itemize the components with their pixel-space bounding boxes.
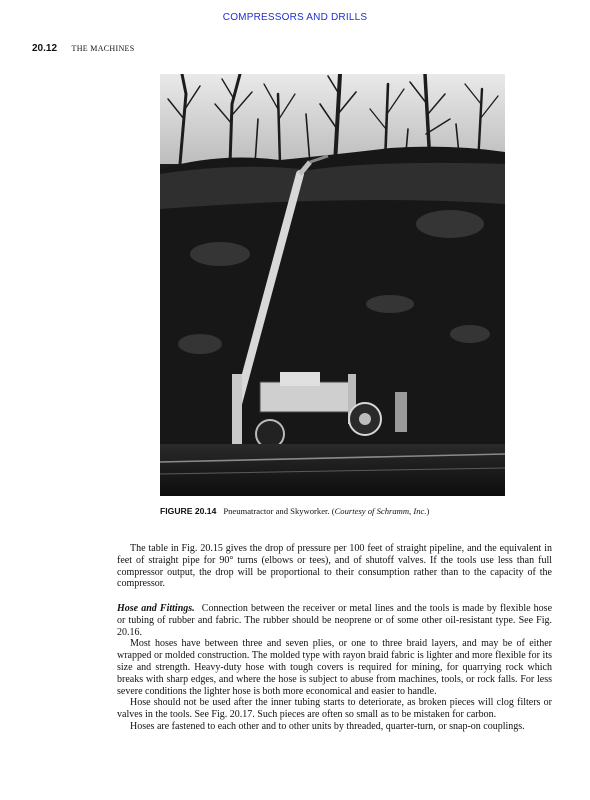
caption-text: Pneumatractor and Skyworker. ( [223, 506, 335, 516]
section-heading: Hose and Fittings. [117, 603, 195, 614]
paragraph: Hoses are fastened to each other and to other units by threaded, quarter-turn, or snap-on couplings. [130, 720, 525, 732]
caption-close: ) [426, 506, 430, 516]
paragraph: Hose should not be used after the inner tubing starts to deteriorate, as broken pieces will clog filters or valves in the tools. See Fig. 20.17. Such pieces are often so small as to be mistaken for carbon. [117, 697, 552, 721]
pneumatractor-photo [160, 74, 505, 496]
running-head: COMPRESSORS AND DRILLS [222, 12, 368, 23]
hose-fittings-section [117, 603, 552, 733]
section-title: THE MACHINES [71, 44, 135, 53]
page-folio [32, 43, 134, 54]
page-number: 20.12 [32, 43, 58, 54]
paragraph: Most hoses have between three and seven plies, or one to three braid layers, and may be of either wrapped or molded construction. The molded type with rayon braid fabric is lighter and more flexible for its size and strength. Heavy-duty hose with tough covers is required for mining, for quarrying rock which breaks with sharp edges, and where the hose is subject to abuse from machines, tools, or rock falls. For less severe conditions the lighter hose is both more economical and easier to handle. [117, 638, 552, 697]
figure-label: FIGURE 20.14 [160, 506, 217, 516]
figure-caption [160, 506, 560, 516]
paragraph-text: Connection between the receiver or metal lines and the tools is made by flexible hose or tubing of rubber and fabric. The rubber should be neoprene or of some other oil-resistant type. See Fig. 20.16. [117, 603, 553, 638]
paragraph: The table in Fig. 20.15 gives the drop of pressure per 100 feet of straight pipeline, and the equivalent in feet of straight pipe for 90° turns (elbows or tees), and of shutoff valves. If the tools use less than full compressor output, the drop will be proportional to their consumption rather than to the capacity of the compressor. [117, 543, 552, 590]
paragraph [117, 603, 552, 638]
caption-courtesy: Courtesy of Schramm, Inc. [334, 506, 427, 516]
body-paragraph-1 [117, 543, 552, 590]
figure-photo [160, 74, 505, 496]
